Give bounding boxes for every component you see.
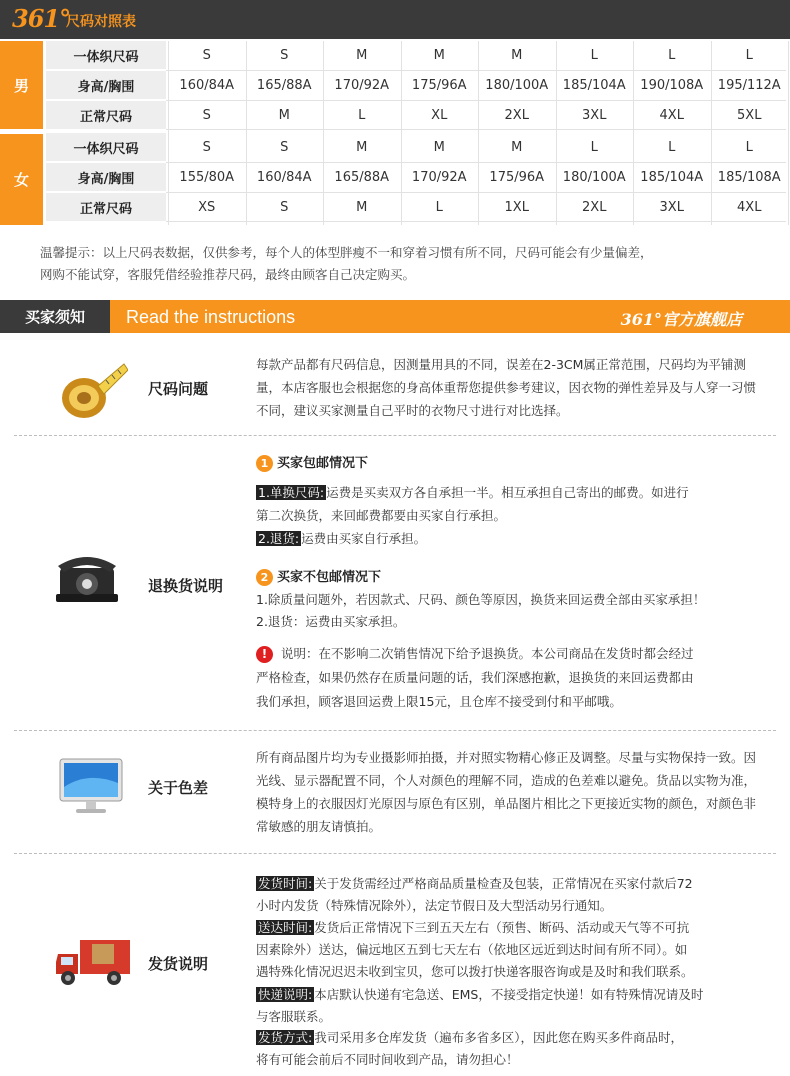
size-cell: 185/108A — [717, 169, 781, 185]
case2-title: 买家不包邮情况下 — [277, 570, 382, 585]
telephone-icon — [54, 548, 120, 604]
size-cell: S — [202, 139, 211, 155]
line-text: 本店默认快递有宅急送、EMS，不接受指定快递！如有特殊情况请及时 — [314, 987, 704, 1002]
line-text: 我司采用多仓库发货（遍布多省多区），因此您在购买多件商品时， — [314, 1030, 683, 1045]
size-note — [40, 242, 760, 286]
gender-male: 男 — [0, 41, 43, 129]
line-text: 运费由买家自行承担。 — [301, 531, 427, 546]
column-divider — [633, 41, 634, 225]
case1-heading — [256, 452, 368, 472]
shipping-line — [256, 984, 703, 1006]
gender-female: 女 — [0, 134, 43, 225]
divider — [14, 435, 776, 436]
row-label: 一体织尺码 — [46, 133, 166, 161]
size-cell: 180/100A — [485, 77, 549, 93]
line-text: 关于发货需经过严格商品质量检查及包装，正常情况在买家付款后72 — [314, 876, 693, 891]
size-cell: XL — [431, 107, 448, 123]
case1-line — [256, 482, 689, 504]
size-cell: S — [202, 107, 211, 123]
divider — [14, 730, 776, 731]
shipping-line: 遇特殊化情况迟迟未收到宝贝，您可以拨打快递客服咨询或是及时和我们联系。 — [256, 964, 694, 979]
brand-logo: 361° — [12, 4, 71, 33]
size-cell: M — [511, 47, 523, 63]
line-text: 发货后正常情况下三到五天左右（预售、断码、活动或天气等不可抗 — [314, 920, 690, 935]
returns-note-line: 我们承担，顾客退回运费上限15元，且仓库不接受到付和平邮哦。 — [256, 694, 622, 709]
size-cell: 185/104A — [562, 77, 626, 93]
section-title: 关于色差 — [148, 779, 209, 797]
size-cell: 185/104A — [640, 169, 704, 185]
section-title: 发货说明 — [148, 955, 209, 973]
row-label: 身高/胸围 — [46, 71, 166, 99]
size-cell: 1XL — [504, 199, 529, 215]
row-label: 身高/胸围 — [46, 163, 166, 191]
column-divider — [401, 41, 402, 225]
notice-header — [0, 300, 790, 333]
size-cell: L — [745, 139, 753, 155]
size-cell: M — [356, 47, 368, 63]
shop-logo: 361°官方旗舰店 — [620, 310, 742, 329]
size-cell: 155/80A — [179, 169, 235, 185]
notice-subtitle: Read the instructions — [126, 307, 296, 327]
line-text: 运费是买卖双方各自承担一半。相互承担自己寄出的邮费。如进行 — [326, 485, 689, 500]
size-cell: 165/88A — [256, 77, 312, 93]
size-cell: S — [280, 199, 289, 215]
section-text: 每款产品都有尺码信息，因测量用具的不同，误差在2-3CM属正常范围，尺码均为平铺测量，本店客服也会根据您的身高体重帮您提供参考建议，因衣物的弹性差异及与人穿一习惯不同，建议买家测量自己平时的衣物尺寸进行对比选择。 — [256, 357, 757, 418]
label-tag: 2.退货: — [258, 531, 300, 546]
notice-title: 买家须知 — [0, 300, 110, 333]
size-cell: S — [202, 47, 211, 63]
column-divider — [246, 41, 247, 225]
size-cell: L — [668, 139, 676, 155]
size-cell: 170/92A — [411, 169, 467, 185]
monitor-icon — [58, 757, 124, 815]
shipping-line — [256, 1027, 683, 1049]
size-cell: 2XL — [504, 107, 529, 123]
size-cell: L — [435, 199, 443, 215]
size-cell: M — [433, 139, 445, 155]
shipping-line: 因素除外）送达，偏远地区五到七天左右（依地区远近到达时间有所不同）。如 — [256, 942, 688, 957]
label-tag: 送达时间: — [258, 920, 313, 935]
column-divider — [556, 41, 557, 225]
delivery-truck-icon — [54, 936, 134, 988]
size-note-line: 网购不能试穿，客服凭借经验推荐尺码，最终由顾客自己决定购买。 — [40, 267, 416, 282]
section-title: 尺码问题 — [148, 380, 209, 398]
size-cell: L — [668, 47, 676, 63]
case1-line — [256, 528, 426, 550]
size-chart-header — [0, 0, 790, 39]
divider — [14, 853, 776, 854]
row-label: 正常尺码 — [46, 101, 166, 129]
row-label: 一体织尺码 — [46, 41, 166, 69]
column-divider — [711, 41, 712, 225]
column-divider — [168, 41, 169, 225]
case1-title: 买家包邮情况下 — [277, 456, 369, 471]
shipping-line: 与客服联系。 — [256, 1009, 332, 1024]
label-tag: 1.单换尺码: — [258, 485, 325, 500]
column-divider — [478, 41, 479, 225]
size-cell: M — [356, 199, 368, 215]
size-note-line: 温馨提示：以上尺码表数据，仅供参考，每个人的体型胖瘦不一和穿着习惯有所不同，尺码可能会有少量偏差， — [40, 245, 653, 260]
size-cell: S — [280, 139, 289, 155]
warning-icon: ! — [256, 646, 273, 663]
shipping-line: 小时内发货（特殊情况除外），法定节假日及大型活动另行通知。 — [256, 898, 613, 913]
size-cell: 170/92A — [334, 77, 390, 93]
size-cell: 190/108A — [640, 77, 704, 93]
column-divider — [323, 41, 324, 225]
size-cell: L — [590, 47, 598, 63]
size-cell: M — [356, 139, 368, 155]
size-cell: XS — [198, 199, 216, 215]
case2-line: 2.退货：运费由买家承担。 — [256, 614, 406, 629]
number-badge: 2 — [256, 569, 273, 586]
case2-line: 1.除质量问题外，若因款式、尺码、颜色等原因，换货来回运费全部由买家承担！ — [256, 592, 706, 607]
size-cell: S — [280, 47, 289, 63]
label-tag: 发货方式: — [258, 1030, 313, 1045]
size-cell: 160/84A — [179, 77, 235, 93]
returns-note-line — [256, 643, 694, 665]
shipping-line: 将有可能会前后不同时间收到产品，请勿担心！ — [256, 1052, 519, 1067]
size-cell: 5XL — [737, 107, 762, 123]
case1-line: 第二次换货，来回邮费都要由买家自行承担。 — [256, 508, 507, 523]
size-cell: L — [745, 47, 753, 63]
column-divider — [788, 41, 789, 225]
size-cell: 4XL — [737, 199, 762, 215]
size-cell: 2XL — [582, 199, 607, 215]
label-tag: 发货时间: — [258, 876, 313, 891]
shipping-line — [256, 917, 689, 939]
returns-note-line: 严格检查，如果仍然存在质量问题的话，我们深感抱歉，退换货的来回运费都由 — [256, 670, 694, 685]
label-tag: 快递说明: — [258, 987, 313, 1002]
size-cell: L — [358, 107, 366, 123]
size-cell: M — [433, 47, 445, 63]
number-badge: 1 — [256, 455, 273, 472]
size-cell: 3XL — [582, 107, 607, 123]
size-cell: M — [511, 139, 523, 155]
size-cell: 175/96A — [489, 169, 545, 185]
size-cell: 4XL — [659, 107, 684, 123]
size-chart-title: 尺码对照表 — [66, 14, 136, 30]
row-divider — [166, 221, 786, 222]
section-text: 所有商品图片均为专业摄影师拍摄，并对照实物精心修正及调整。尽量与实物保持一致。因光线、显示器配置不同，个人对颜色的理解不同，造成的色差难以避免。货品以实物为准，模特身上的衣服因灯光原因与原色有区别，单品图片相比之下更接近实物的颜色，对颜色非常敏感的朋友请慎拍。 — [256, 750, 757, 834]
shipping-line — [256, 873, 693, 895]
size-cell: 175/96A — [411, 77, 467, 93]
size-cell: L — [590, 139, 598, 155]
size-cell: 180/100A — [562, 169, 626, 185]
size-cell: 165/88A — [334, 169, 390, 185]
row-label: 正常尺码 — [46, 193, 166, 221]
case2-heading — [256, 566, 381, 586]
line-text: 说明：在不影响二次销售情况下给予退换货。本公司商品在发货时都会经过 — [281, 646, 694, 661]
tape-measure-icon — [54, 358, 128, 422]
size-cell: M — [278, 107, 290, 123]
size-cell: 160/84A — [256, 169, 312, 185]
row-divider — [166, 129, 786, 130]
section-title: 退换货说明 — [148, 577, 224, 595]
size-cell: 195/112A — [717, 77, 781, 93]
size-cell: 3XL — [659, 199, 684, 215]
